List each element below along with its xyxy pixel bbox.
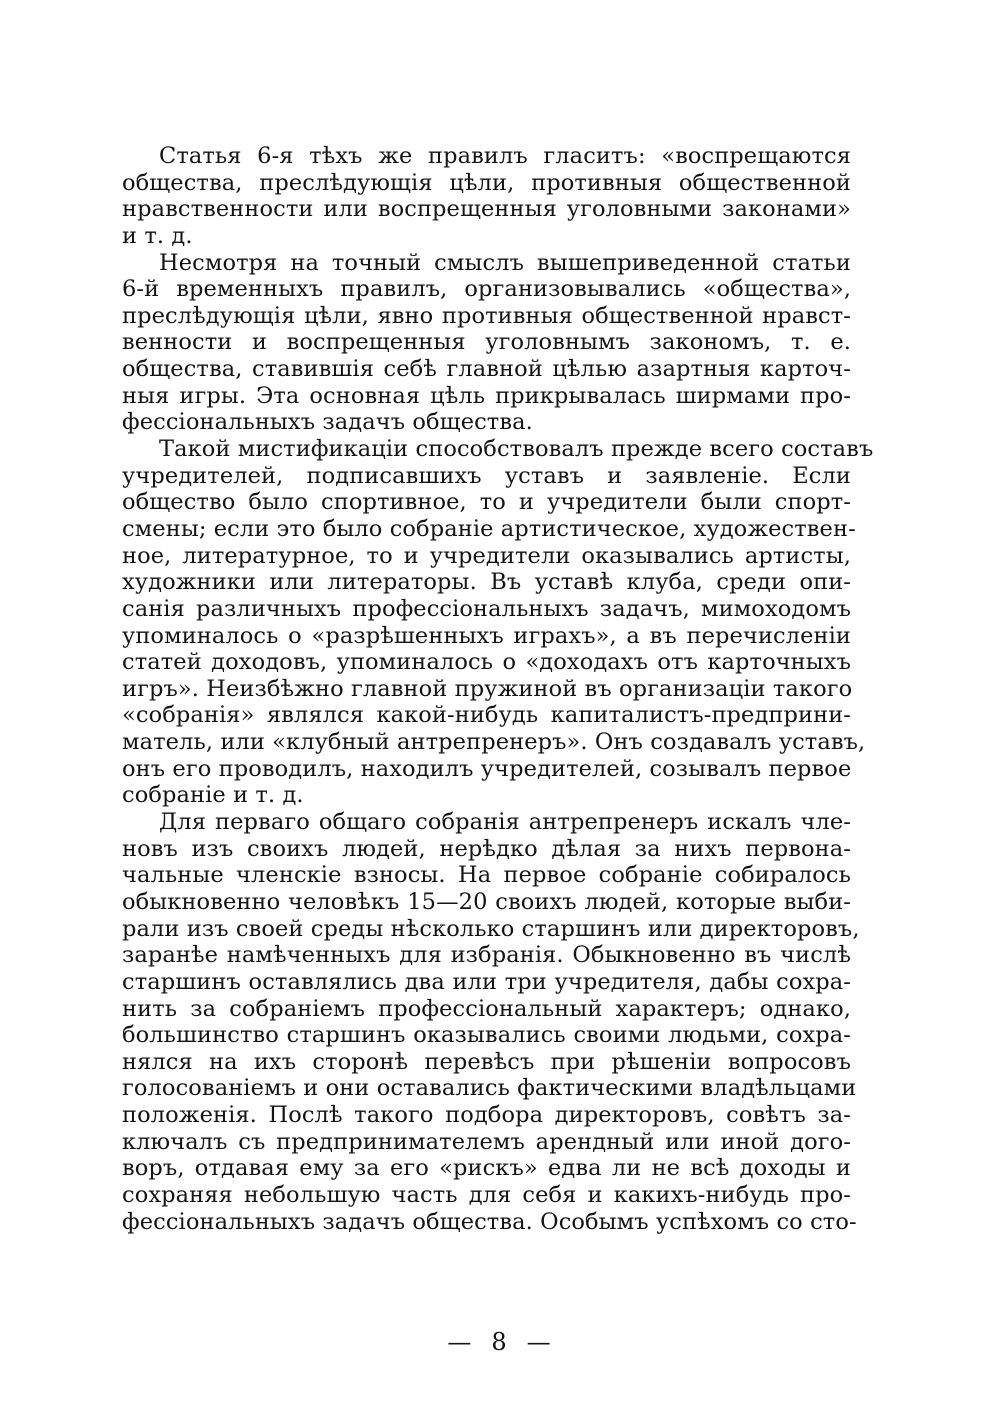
- text-line: новъ изъ своихъ людей, нерѣдко дѣлая за нихъ первона-: [122, 835, 851, 862]
- text-line: общество было спортивное, то и учредители были спорт-: [122, 489, 851, 516]
- text-line: старшинъ оставлялись два или три учредителя, дабы сохра-: [122, 968, 851, 995]
- text-line: собраніе и т. д.: [122, 782, 304, 809]
- text-line: большинство старшинъ оказывались своими людьми, сохра-: [122, 1022, 851, 1049]
- text-line: венности и воспрещенныя уголовнымъ закономъ, т. е.: [122, 329, 851, 356]
- text-line: и т. д.: [122, 222, 193, 249]
- page-number-dash-left: —: [447, 1328, 474, 1356]
- text-line: сохраняя небольшую часть для себя и какихъ-нибудь про-: [122, 1181, 851, 1208]
- text-line: чальные членскіе взносы. На первое собраніе собиралось: [122, 862, 851, 889]
- text-line: «собранія» являлся какой-нибудь капиталистъ-предприни-: [122, 702, 851, 729]
- text-line: воръ, отдавая ему за его «рискъ» едва ли не всѣ доходы и: [122, 1155, 851, 1182]
- document-body: [122, 143, 874, 1235]
- text-line: учредителей, подписавшихъ уставъ и заявленіе. Если: [122, 462, 851, 489]
- text-line: нравственности или воспрещенныя уголовными законами»: [122, 196, 851, 223]
- text-line: игръ». Неизбѣжно главной пружиной въ организаціи такого: [122, 675, 853, 702]
- page-number-value: 8: [491, 1328, 509, 1356]
- text-line: Статья 6-я тѣхъ же правилъ гласитъ: «воспрещаются: [159, 143, 851, 169]
- text-line: общества, преслѣдующія цѣли, противныя общественной: [122, 169, 851, 196]
- text-line: фессіональныхъ задачъ общества. Особымъ успѣхомъ со сто-: [122, 1208, 857, 1235]
- paragraph-4: [122, 809, 860, 1235]
- text-line: рали изъ своей среды нѣсколько старшинъ или директоровъ,: [122, 915, 860, 942]
- text-line: общества, ставившія себѣ главной цѣлью азартныя карточ-: [122, 356, 851, 383]
- text-line: голосованіемъ и они оставались фактическими владѣльцами: [122, 1075, 857, 1102]
- text-line: положенія. Послѣ такого подбора директоровъ, совѣтъ за-: [122, 1102, 851, 1129]
- text-line: ное, литературное, то и учредители оказывались артисты,: [122, 542, 851, 569]
- text-line: Такой мистификаціи способствовалъ прежде всего составъ: [159, 436, 874, 463]
- text-line: онъ его проводилъ, находилъ учредителей, созывалъ первое: [122, 755, 852, 782]
- text-line: нить за собраніемъ профессіональный характеръ; однако,: [122, 995, 851, 1022]
- text-line: упоминалось о «разрѣшенныхъ играхъ», а въ перечисленіи: [122, 622, 851, 649]
- text-line: санія различныхъ профессіональныхъ задачъ, мимоходомъ: [122, 595, 851, 622]
- text-line: ключалъ съ предпринимателемъ арендный или иной дого-: [122, 1128, 851, 1155]
- text-line: смены; если это было собраніе артистическое, художествен-: [122, 515, 856, 542]
- text-line: Несмотря на точный смыслъ вышеприведенной статьи: [159, 249, 851, 276]
- page-number-dash-right: —: [526, 1328, 553, 1356]
- paragraph-1: [122, 143, 851, 250]
- paragraph-3: [122, 436, 874, 809]
- text-line: Для перваго общаго собранія антрепренеръ искалъ чле-: [159, 809, 851, 836]
- page-number: [0, 1327, 1000, 1357]
- text-line: ныя игры. Эта основная цѣль прикрывалась ширмами про-: [122, 382, 851, 409]
- text-line: фессіональныхъ задачъ общества.: [122, 409, 533, 436]
- text-line: нялся на ихъ сторонѣ перевѣсъ при рѣшеніи вопросовъ: [122, 1048, 851, 1075]
- text-line: 6-й временныхъ правилъ, организовывались «общества»,: [122, 276, 851, 303]
- text-line: художники или литераторы. Въ уставѣ клуба, среди опи-: [122, 569, 851, 596]
- text-line: матель, или «клубный антрепренеръ». Онъ создавалъ уставъ,: [122, 729, 866, 756]
- text-line: преслѣдующія цѣли, явно противныя общественной нравст-: [122, 302, 851, 329]
- text-line: обыкновенно человѣкъ 15—20 своихъ людей, которые выби-: [122, 888, 851, 915]
- text-line: статей доходовъ, упоминалось о «доходахъ отъ карточныхъ: [122, 649, 851, 676]
- text-line: заранѣе намѣченныхъ для избранія. Обыкновенно въ числѣ: [122, 942, 851, 969]
- paragraph-2: [122, 250, 851, 436]
